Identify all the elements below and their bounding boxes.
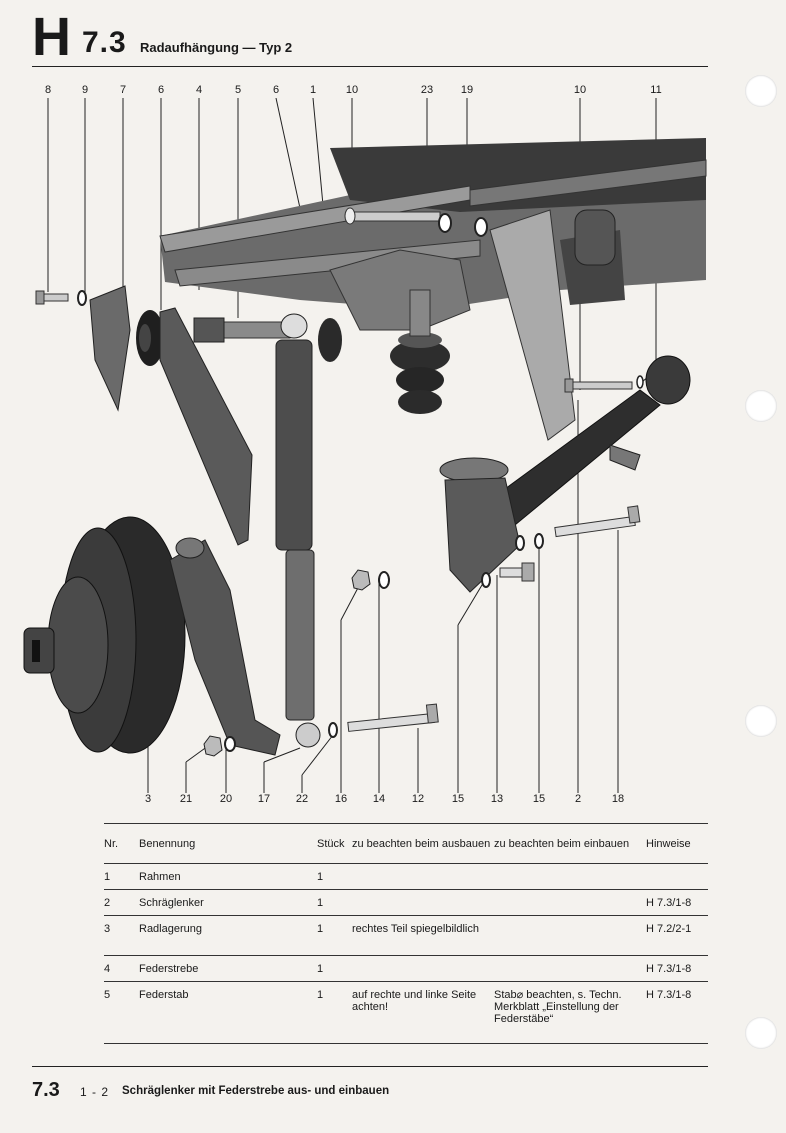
cell-nr: 3 xyxy=(104,923,111,935)
nut-21 xyxy=(204,736,222,756)
exploded-view-illustration xyxy=(0,98,786,793)
callout-label: 23 xyxy=(420,84,434,96)
cell-einbauen xyxy=(494,864,646,890)
cell-ausbauen xyxy=(352,890,494,916)
bolt-10 xyxy=(565,379,632,392)
table-header-row xyxy=(104,824,708,864)
washer-11 xyxy=(637,376,643,388)
table-row xyxy=(104,890,708,916)
nut-16 xyxy=(352,570,370,590)
footer-page-number: 1 - 2 xyxy=(80,1085,110,1099)
callout-label: 16 xyxy=(334,793,348,805)
cell-nr: 1 xyxy=(104,871,111,883)
cell-einbauen xyxy=(494,890,646,916)
callout-label: 15 xyxy=(532,793,546,805)
callout-label: 18 xyxy=(611,793,625,805)
cell-qty: 1 xyxy=(317,989,324,1001)
cell-name: Federstab xyxy=(139,989,189,1001)
cell-nr: 2 xyxy=(104,897,111,909)
spring-plate-4 xyxy=(160,308,252,545)
callout-label: 3 xyxy=(144,793,152,805)
bolt-12 xyxy=(348,704,438,731)
callout-label: 10 xyxy=(345,84,359,96)
washer-22 xyxy=(329,723,337,737)
cell-name: Federstrebe xyxy=(139,963,199,975)
washer-15 xyxy=(482,573,490,587)
table-row xyxy=(104,864,708,890)
footer-title: Schräglenker mit Federstrebe aus- und einbauen xyxy=(122,1085,390,1097)
page-header xyxy=(32,8,708,67)
washer-19 xyxy=(439,214,451,232)
callout-label: 17 xyxy=(257,793,271,805)
cell-name: Rahmen xyxy=(139,871,181,883)
footer-section-number: 7.3 xyxy=(32,1079,60,1101)
callout-label: 21 xyxy=(179,793,193,805)
washer-20 xyxy=(225,737,235,751)
callout-label: 11 xyxy=(650,84,662,96)
cell-einbauen xyxy=(494,916,646,956)
cell-qty: 1 xyxy=(317,897,324,909)
section-number: 7.3 xyxy=(82,26,127,59)
cell-ausbauen xyxy=(352,864,494,890)
callout-label: 22 xyxy=(295,793,309,805)
bolt-18 xyxy=(555,506,640,537)
callout-label: 9 xyxy=(81,84,89,96)
cell-ausbauen: rechtes Teil spiegelbildlich xyxy=(352,923,479,935)
header-name: Benennung xyxy=(139,824,317,864)
cell-hinweise: H 7.3/1-8 xyxy=(646,989,692,1001)
torsion-bar-5 xyxy=(194,318,290,342)
callout-label: 20 xyxy=(219,793,233,805)
wheel-hub-3 xyxy=(24,517,280,755)
callout-label: 7 xyxy=(119,84,127,96)
cell-qty: 1 xyxy=(317,923,324,935)
callout-label: 14 xyxy=(372,793,386,805)
callout-label: 15 xyxy=(451,793,465,805)
cell-einbauen xyxy=(494,956,646,982)
callout-label: 8 xyxy=(44,84,52,96)
header-qty: Stück xyxy=(317,824,352,864)
callout-label: 5 xyxy=(234,84,242,96)
cell-name: Schräglenker xyxy=(139,897,204,909)
cell-qty: 1 xyxy=(317,963,324,975)
washer-14 xyxy=(379,572,389,588)
cell-qty: 1 xyxy=(317,871,324,883)
shock-absorber xyxy=(276,314,320,747)
callout-label: 10 xyxy=(573,84,587,96)
washer-19 xyxy=(475,218,487,236)
cell-name: Radlagerung xyxy=(139,923,202,935)
bolt-8 xyxy=(36,291,68,304)
callout-label: 4 xyxy=(195,84,203,96)
cell-ausbauen xyxy=(352,956,494,982)
callout-label: 1 xyxy=(309,84,317,96)
callout-label: 12 xyxy=(411,793,425,805)
table-row xyxy=(104,982,708,1044)
header-hinweise: Hinweise xyxy=(646,824,708,864)
parts-table xyxy=(104,823,708,1044)
cell-hinweise: H 7.3/1-8 xyxy=(646,897,692,909)
header-nr: Nr. xyxy=(104,824,139,864)
page-title: Radaufhängung — Typ 2 xyxy=(140,40,293,55)
cell-hinweise: H 7.2/2-1 xyxy=(646,923,692,935)
bolt-13 xyxy=(500,563,534,581)
header-ausbauen: zu beachten beim ausbauen xyxy=(352,824,494,864)
callout-label: 2 xyxy=(574,793,582,805)
washer-9 xyxy=(78,291,86,305)
header-einbauen: zu beachten beim einbauen xyxy=(494,824,646,864)
washer-15 xyxy=(516,536,524,550)
washer-15 xyxy=(535,534,543,548)
callout-label: 13 xyxy=(490,793,504,805)
callout-label: 6 xyxy=(272,84,280,96)
table-row xyxy=(104,956,708,982)
cell-ausbauen: auf rechte und linke Seite achten! xyxy=(352,989,477,1013)
cell-nr: 4 xyxy=(104,963,111,975)
cover-7 xyxy=(90,286,130,410)
section-letter: H xyxy=(32,7,71,67)
cell-hinweise: H 7.3/1-8 xyxy=(646,963,692,975)
page-footer xyxy=(32,1066,708,1107)
table-row xyxy=(104,916,708,956)
rubber-bush-6 xyxy=(318,318,342,362)
cell-hinweise xyxy=(646,864,708,890)
callout-label: 6 xyxy=(157,84,165,96)
cell-einbauen: Stab⌀ beachten, s. Techn. Merkblatt „Einstellung der Federstäbe“ xyxy=(494,989,622,1025)
punch-hole xyxy=(745,1017,777,1049)
cell-nr: 5 xyxy=(104,989,111,1001)
callout-label: 19 xyxy=(460,84,474,96)
